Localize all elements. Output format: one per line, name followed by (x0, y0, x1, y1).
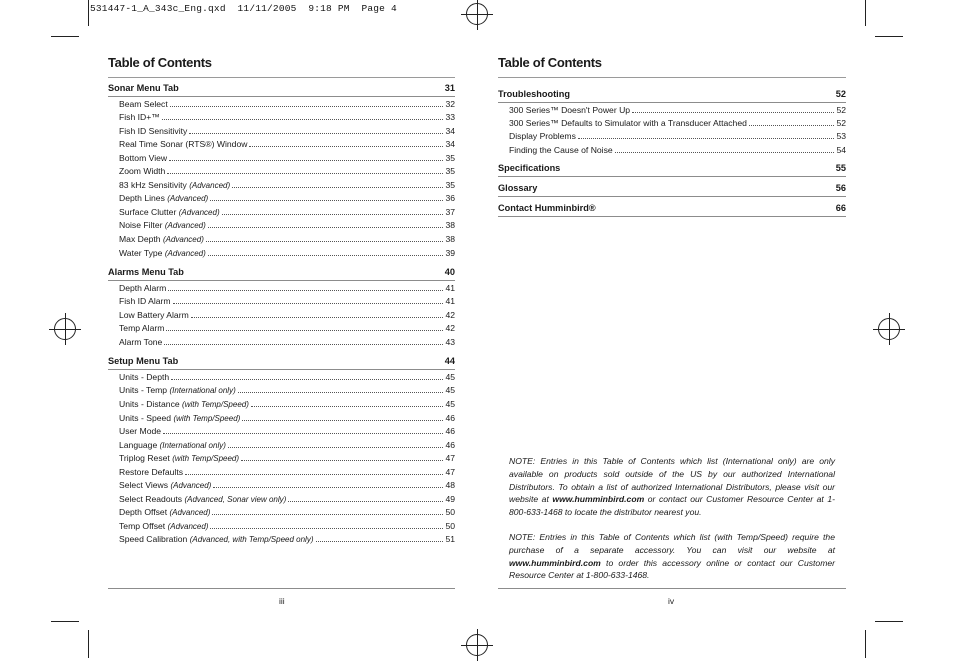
toc-entry-qualifier: (with Temp/Speed) (182, 399, 249, 409)
toc-page-number: 48 (445, 480, 455, 491)
toc-entry-label: Real Time Sonar (RTS®) Window (119, 139, 248, 150)
toc-entry (108, 139, 455, 150)
toc-page-number: 50 (445, 507, 455, 518)
toc-section-label: Troubleshooting (498, 89, 570, 99)
toc-entry (108, 112, 455, 123)
toc-page-number: 43 (445, 336, 455, 347)
toc-entry-qualifier: (International only) (169, 386, 236, 396)
toc-leader (238, 392, 444, 393)
toc-entry-label: Temp Alarm (119, 323, 165, 334)
toc-section (108, 267, 455, 278)
toc-entry (108, 153, 455, 164)
toc-section-label: Sonar Menu Tab (108, 83, 179, 93)
toc-leader (249, 146, 443, 147)
toc-entry (108, 193, 455, 204)
toc-entry-label: Select Readouts (Advanced, Sonar view only) (119, 493, 287, 504)
toc-entry-qualifier: (Advanced) (169, 508, 211, 518)
toc-entry (108, 494, 455, 505)
toc-page-number: 38 (445, 220, 455, 231)
toc-page-number: 35 (445, 179, 455, 190)
page-number: iv (668, 596, 675, 606)
toc-entry-qualifier: (Advanced) (189, 180, 231, 190)
registration-mark-icon (466, 3, 488, 25)
crop-mark (88, 630, 89, 658)
crop-mark (875, 621, 903, 622)
toc-page-number: 33 (445, 112, 455, 123)
toc-page-number: 46 (445, 412, 455, 423)
toc-entry (108, 207, 455, 218)
toc-entry (108, 385, 455, 396)
toc-entry-label: Restore Defaults (119, 466, 184, 477)
toc-leader (222, 214, 444, 215)
toc-leader (228, 447, 444, 448)
title-rule (108, 77, 455, 78)
toc-page-number: 53 (836, 131, 846, 142)
toc-page-number: 39 (445, 247, 455, 258)
toc-entry (108, 220, 455, 231)
toc-entry-label: 83 kHz Sensitivity (Advanced) (119, 179, 231, 190)
toc-entry-label: 300 Series™ Doesn't Power Up (509, 104, 631, 115)
toc-leader (212, 514, 443, 515)
toc-page-number: 50 (445, 520, 455, 531)
toc-entry (108, 283, 455, 294)
toc-page-number: 32 (445, 98, 455, 109)
toc-leader (251, 406, 444, 407)
crop-mark (865, 630, 866, 658)
toc-leader (163, 433, 443, 434)
toc-entry (108, 126, 455, 137)
toc-page-number: 52 (836, 117, 846, 128)
toc-page-number: 45 (445, 398, 455, 409)
toc-entry-qualifier: (Advanced, Sonar view only) (184, 494, 287, 504)
toc-entry (108, 467, 455, 478)
toc-leader (164, 344, 443, 345)
toc-page-number: 41 (445, 296, 455, 307)
toc-leader (578, 138, 835, 139)
toc-entry-qualifier: (Advanced) (170, 481, 212, 491)
crop-mark (865, 0, 866, 26)
crop-mark (88, 0, 89, 26)
toc-leader (173, 303, 444, 304)
toc-leader (168, 290, 443, 291)
toc-entry-label: Depth Alarm (119, 282, 167, 293)
file-slug: 531447-1_A_343c_Eng.qxd 11/11/2005 9:18 PM Page 4 (90, 3, 397, 14)
toc-page-number: 42 (445, 323, 455, 334)
toc-entry (108, 426, 455, 437)
toc-section (498, 163, 846, 174)
toc-leader (170, 106, 444, 107)
title-rule (498, 77, 846, 78)
toc-entry-qualifier: (Advanced) (164, 248, 206, 258)
toc-entry-label: Triplog Reset (with Temp/Speed) (119, 453, 240, 464)
toc-entry-label: Fish ID Sensitivity (119, 125, 188, 136)
toc-page-number: 49 (445, 493, 455, 504)
toc-entry (108, 323, 455, 334)
toc-entry (108, 166, 455, 177)
registration-mark-icon (466, 634, 488, 656)
toc-entry (498, 118, 846, 129)
toc-leader (232, 187, 443, 188)
toc-entry-label: Units - Temp (International only) (119, 385, 236, 396)
toc-entry-label: Noise Filter (Advanced) (119, 220, 206, 231)
toc-page-number: 44 (444, 356, 455, 367)
toc-page-number: 54 (836, 144, 846, 155)
note-temp-speed: NOTE: Entries in this Table of Contents which list (with Temp/Speed) require the purchase of a separate accessory. You can visit our website at www.humminbird.com to order this accessory online or contact our Customer Resource Center at 1-800-633-1468. (509, 532, 835, 581)
toc-entry (108, 99, 455, 110)
toc-section (108, 356, 455, 367)
toc-entry-qualifier: (Advanced) (167, 521, 209, 531)
toc-page-number: 46 (445, 439, 455, 450)
toc-entry-label: Finding the Cause of Noise (509, 144, 613, 155)
toc-entry (108, 413, 455, 424)
toc-page-number: 56 (835, 182, 846, 193)
toc-entry-label: Depth Offset (Advanced) (119, 507, 211, 518)
toc-section (108, 83, 455, 94)
crop-mark (51, 621, 79, 622)
toc-entry (108, 453, 455, 464)
toc-entry (108, 440, 455, 451)
toc-entry-label: Alarm Tone (119, 336, 163, 347)
toc-leader (213, 487, 443, 488)
footer-rule (108, 588, 455, 589)
toc-entry-label: 300 Series™ Defaults to Simulator with a Transducer Attached (509, 117, 747, 128)
toc-leader (210, 200, 443, 201)
toc-leader (632, 112, 834, 113)
toc-page-number: 37 (445, 206, 455, 217)
toc-section-label: Setup Menu Tab (108, 356, 179, 367)
toc-leader (171, 379, 443, 380)
toc-leader (288, 501, 443, 502)
registration-mark-icon (54, 318, 76, 340)
toc-page-number: 42 (445, 309, 455, 320)
toc-entry-label: User Mode (119, 426, 162, 437)
toc-entry-label: Units - Speed (with Temp/Speed) (119, 412, 241, 423)
toc-page-number: 66 (835, 202, 846, 213)
toc-entry (108, 399, 455, 410)
toc-entry (108, 521, 455, 532)
toc-entry-qualifier: (Advanced, with Temp/Speed only) (189, 535, 314, 545)
footer-rule (498, 588, 846, 589)
toc-page-number: 51 (445, 534, 455, 545)
toc-entry-label: Fish ID Alarm (119, 296, 171, 307)
toc-entry-label: Zoom Width (119, 166, 166, 177)
toc-leader (316, 541, 444, 542)
toc-entry-qualifier: (Advanced) (167, 194, 209, 204)
toc-page-number: 40 (444, 267, 455, 278)
toc-leader (206, 241, 444, 242)
toc-entry (108, 534, 455, 545)
toc-entry (498, 131, 846, 142)
toc-page-number: 38 (445, 234, 455, 244)
toc-entry-label: Display Problems (509, 131, 576, 142)
toc-entry-label: Bottom View (119, 152, 168, 163)
toc-leader (169, 160, 443, 161)
toc-page-number: 31 (444, 83, 455, 93)
toc-entry-label: Units - Distance (with Temp/Speed) (119, 398, 249, 409)
toc-page-number: 47 (445, 466, 455, 477)
toc-entry-label: Fish ID+™ (119, 112, 160, 123)
registration-mark-icon (878, 318, 900, 340)
toc-page-number: 45 (445, 385, 455, 396)
toc-page-number: 47 (445, 453, 455, 464)
toc-page-number: 34 (445, 139, 455, 150)
toc-section-label: Glossary (498, 182, 538, 193)
toc-entry (108, 480, 455, 491)
crop-mark (875, 36, 903, 37)
toc-entry-label: Surface Clutter (Advanced) (119, 206, 220, 217)
toc-page-number: 41 (445, 282, 455, 293)
toc-page-number: 55 (835, 162, 846, 173)
toc-entry-label: Units - Depth (119, 371, 170, 382)
toc-entry (108, 180, 455, 191)
toc-entry (498, 105, 846, 116)
toc-entry-qualifier: (with Temp/Speed) (172, 454, 240, 464)
toc-section (498, 183, 846, 194)
toc-section (498, 89, 846, 100)
toc-leader (749, 125, 835, 126)
page-number: iii (279, 596, 285, 606)
toc-leader (208, 227, 444, 228)
toc-entry-label: Water Type (Advanced) (119, 247, 206, 258)
toc-entry-qualifier: (International only) (159, 440, 226, 450)
toc-entry-qualifier: (with Temp/Speed) (173, 413, 241, 423)
toc-entry-label: Max Depth (Advanced) (119, 234, 204, 244)
toc-entry-label: Select Views (Advanced) (119, 480, 212, 491)
toc-leader (241, 460, 443, 461)
toc-leader (185, 474, 443, 475)
toc-section-label: Specifications (498, 162, 561, 173)
toc-leader (242, 420, 443, 421)
toc-page-number: 35 (445, 152, 455, 163)
toc-entry (108, 310, 455, 321)
toc-leader (210, 528, 443, 529)
toc-entry (498, 145, 846, 156)
crop-mark (51, 36, 79, 37)
toc-entry-label: Low Battery Alarm (119, 309, 189, 320)
toc-page-number: 46 (445, 426, 455, 437)
page-title: Table of Contents (108, 55, 212, 70)
toc-section-label: Alarms Menu Tab (108, 267, 184, 278)
toc-leader (191, 317, 444, 318)
toc-leader (166, 330, 443, 331)
toc-entry (108, 234, 455, 245)
toc-leader (162, 119, 444, 120)
toc-entry-label: Beam Select (119, 98, 168, 109)
toc-entry-label: Temp Offset (Advanced) (119, 520, 209, 531)
toc-leader (189, 133, 443, 134)
toc-leader (615, 152, 835, 153)
toc-page-number: 45 (445, 371, 455, 382)
toc-page-number: 36 (445, 193, 455, 204)
toc-section (498, 203, 846, 214)
toc-page-number: 34 (445, 125, 455, 136)
toc-entry-qualifier: (Advanced) (178, 207, 220, 217)
toc-entry-label: Language (International only) (119, 439, 226, 450)
toc-leader (208, 255, 444, 256)
toc-entry (108, 372, 455, 383)
toc-entry (108, 337, 455, 348)
toc-page-number: 35 (445, 166, 455, 177)
toc-entry (108, 507, 455, 518)
toc-section-label: Contact Humminbird® (498, 202, 596, 213)
toc-leader (167, 173, 443, 174)
note-international: NOTE: Entries in this Table of Contents which list (International only) are only available on products sold outside of the US by our authorized International Distributors. To obtain a list of authorized International Distributors, please visit our website at www.humminbird.com or contact our Customer Resource Center at 1-800-633-1468 to locate the distributor nearest you. (509, 456, 835, 518)
toc-entry-qualifier: (Advanced) (164, 221, 206, 231)
toc-entry (108, 296, 455, 307)
toc-entry-qualifier: (Advanced) (162, 235, 204, 244)
toc-page-number: 52 (836, 104, 846, 115)
toc-entry-label: Depth Lines (Advanced) (119, 193, 209, 204)
toc-entry-label: Speed Calibration (Advanced, with Temp/Speed only) (119, 534, 314, 545)
toc-entry (108, 248, 455, 259)
toc-page-number: 52 (835, 89, 846, 99)
page-title: Table of Contents (498, 55, 602, 70)
